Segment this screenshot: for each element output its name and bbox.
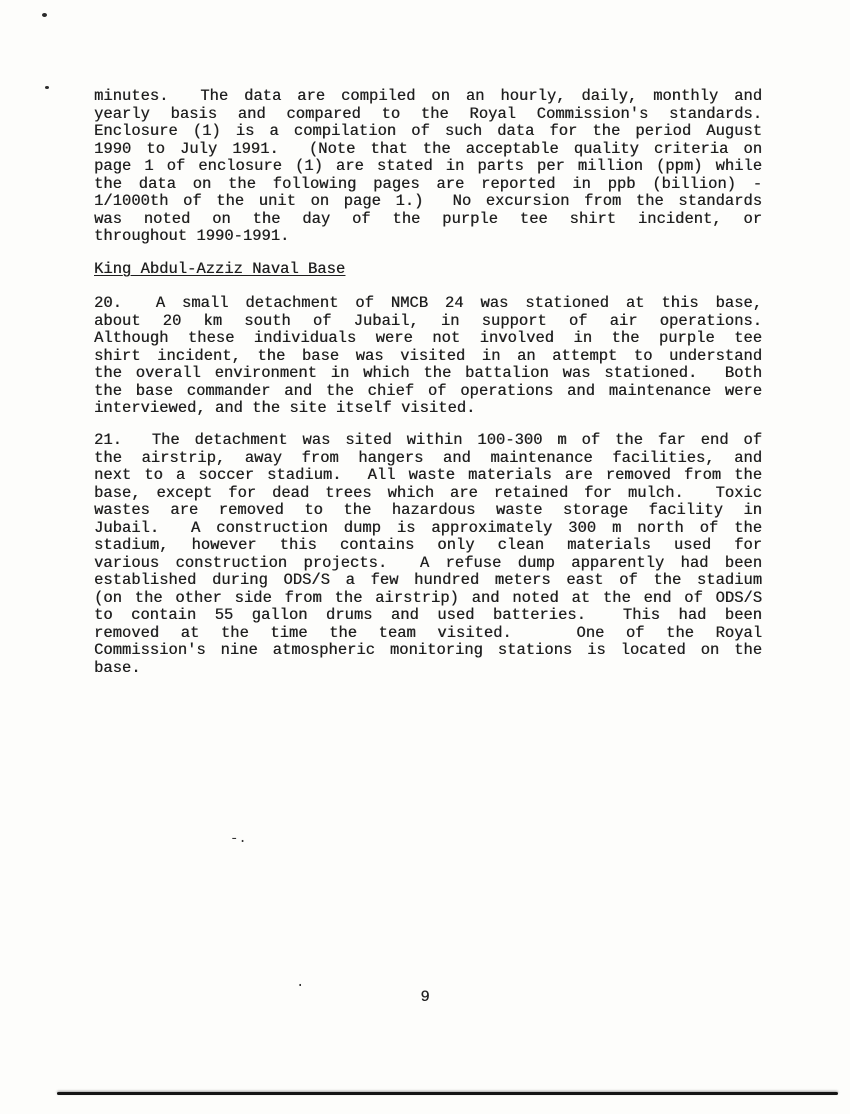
text-line: the airstrip, away from hangers and maintenance facilities, and [94,448,762,467]
scan-stray-mark: . [296,975,305,991]
text-line: stadium, however this contains only clean materials used for [94,536,762,554]
scan-speck [42,13,47,17]
scan-artifact-line [57,1092,838,1095]
text-line: various construction projects. A refuse dump apparently had been [94,553,762,572]
paragraph-intro [94,88,762,246]
text-line: 20. A small detachment of NMCB 24 was stationed at this base, [94,294,762,312]
text-line: the base commander and the chief of operations and maintenance were [94,381,762,400]
text-line: base, except for dead trees which are retained for mulch. Toxic [94,483,762,502]
text-line: about 20 km south of Jubail, in support of air operations. [94,311,762,330]
text-line: yearly basis and compared to the Royal Commission's standards. [94,104,762,123]
text-line: Although these individuals were not involved in the purple tee [94,329,762,347]
section-heading [94,261,762,279]
text-line: to contain 55 gallon drums and used batteries. This had been [94,606,762,624]
text-line: the overall environment in which the battalion was stationed. Both [94,364,762,382]
paragraph-21 [94,432,762,677]
text-line: shirt incident, the base was visited in an attempt to understand [94,346,762,365]
text-line: 1/1000th of the unit on page 1.) No excursion from the standards [94,192,762,210]
text-line: Jubail. A construction dump is approximately 300 m north of the [94,518,762,537]
scan-stray-mark: -. [230,831,247,847]
text-line: Commission's nine atmospheric monitoring stations is located on the [94,641,762,659]
text-line: interviewed, and the site itself visited. [94,399,476,417]
text-line: 21. The detachment was sited within 100-300 m of the far end of [94,431,762,449]
text-line: throughout 1990-1991. [94,227,290,245]
text-line: removed at the time the team visited. One of the Royal [94,623,762,642]
page-number: 9 [420,988,430,1006]
text-line: base. [94,658,141,677]
text-line: (on the other side from the airstrip) and noted at the end of ODS/S [94,588,762,607]
text-line: 1990 to July 1991. (Note that the acceptable quality criteria on [94,139,762,158]
text-line: wastes are removed to the hazardous waste storage facility in [94,501,762,519]
section-heading-text: King Abdul-Azziz Naval Base [94,260,346,278]
text-line: was noted on the day of the purple tee shirt incident, or [94,209,762,228]
paragraph-20 [94,295,762,418]
text-line: established during ODS/S a few hundred meters east of the stadium [94,571,762,589]
scan-speck [45,86,49,89]
text-line: page 1 of enclosure (1) are stated in parts per million (ppm) while [94,157,762,175]
text-line: Enclosure (1) is a compilation of such data for the period August [94,122,762,140]
text-line: minutes. The data are compiled on an hourly, daily, monthly and [94,87,762,105]
text-line: the data on the following pages are reported in ppb (billion) - [94,174,762,193]
text-line: next to a soccer stadium. All waste materials are removed from the [94,466,762,484]
